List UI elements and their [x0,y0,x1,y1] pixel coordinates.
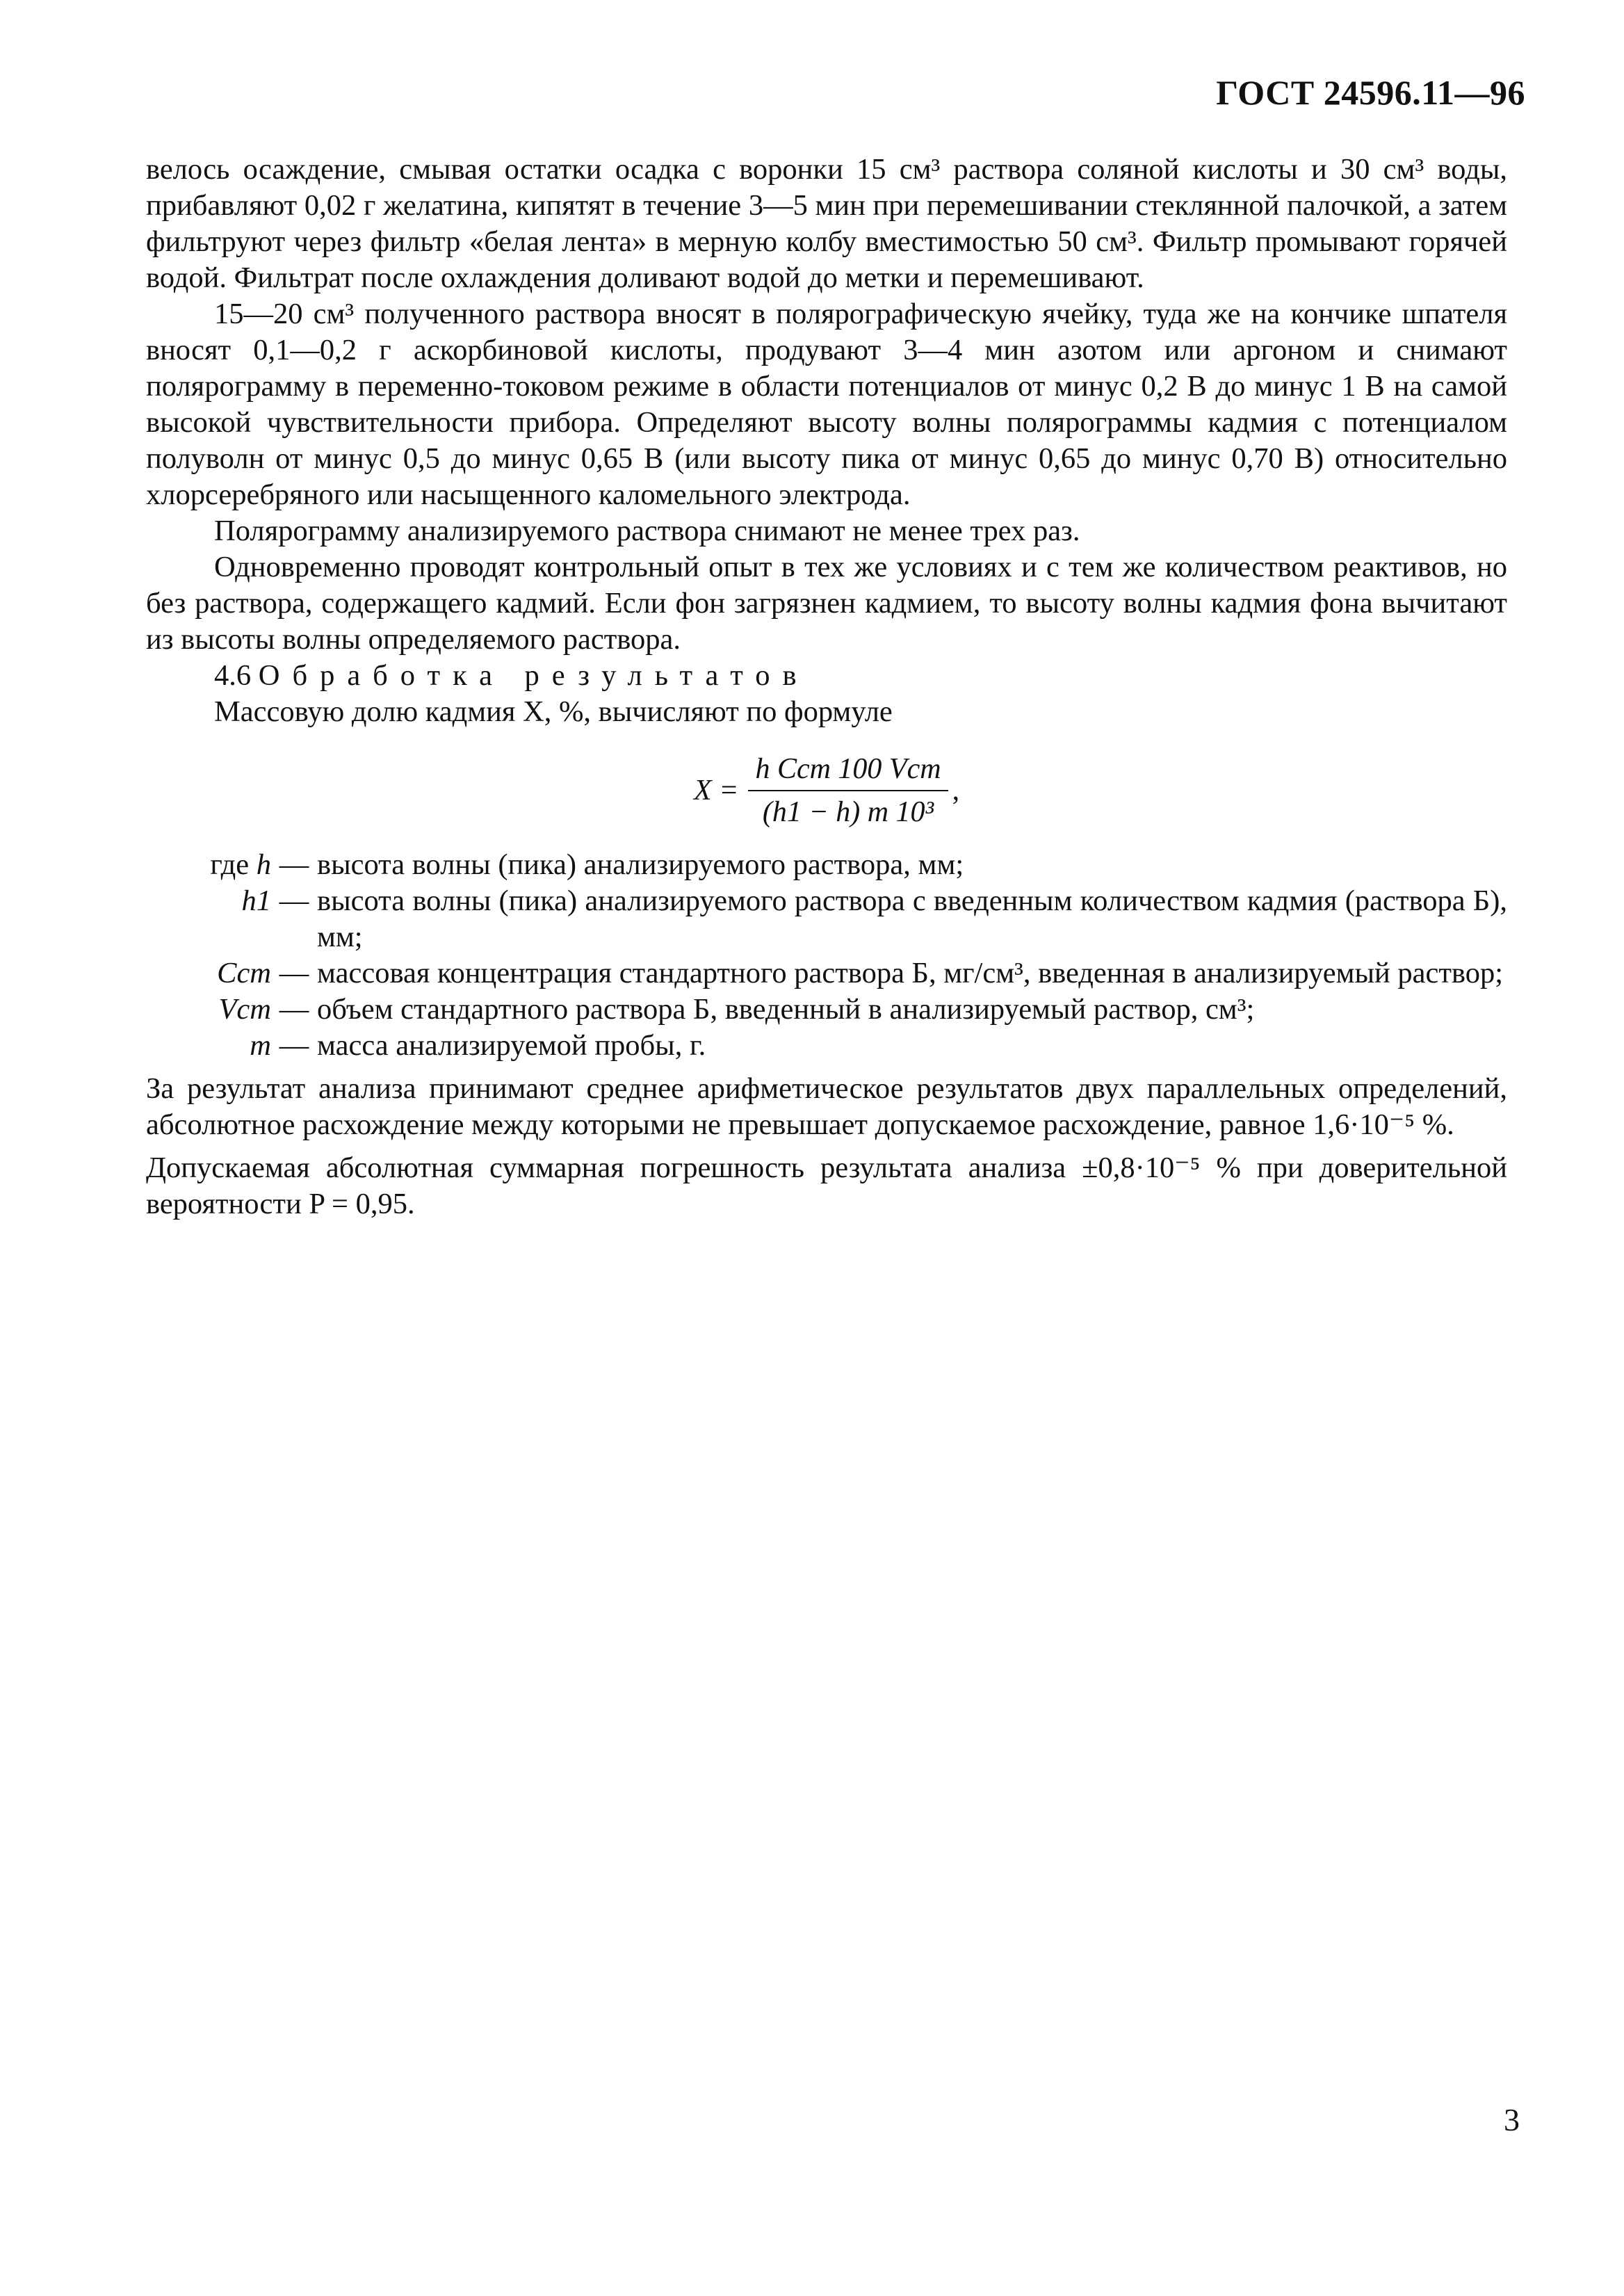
definition-symbol: m [250,1029,271,1062]
formula-trailing: , [952,775,960,807]
definition-symbol: где h [210,848,271,881]
definition-row [146,847,1507,883]
paragraph-continued: велось осаждение, смывая остатки осадка с воронки 15 см³ раствора соляной кислоты и 30 см³ воды, прибавляют 0,02 г желатина, кипятят в течение 3—5 мин при перемешивании стеклянной палочкой, а затем фильтруют через фильтр «белая лента» в мерную колбу вместимостью 50 см³. Фильтр промывают горячей водой. Фильтрат после охлаждения доливают водой до метки и перемешивают. [146,153,1507,294]
formula-denominator: (h1 − h) m 10³ [762,796,934,828]
variable-definitions [146,847,1507,1064]
definition-dash: — [279,1029,309,1062]
formula-fraction [748,752,948,829]
standard-code: ГОСТ 24596.11—96 [1216,73,1525,112]
paragraph-error: Допускаемая абсолютная суммарная погрешность результата анализа ±0,8·10⁻⁵ % при доверительной вероятности P = 0,95. [146,1151,1507,1220]
definition-symbol: Cст [217,957,271,989]
definition-row [146,992,1507,1028]
definition-symbol: h1 [241,884,271,917]
definition-text: высота волны (пика) анализируемого раствора, мм; [317,848,964,881]
paragraph-result: За результат анализа принимают среднее арифметическое результатов двух параллельных определений, абсолютное расхождение между которыми не превышает допускаемое расхождение, равное 1,6·10⁻⁵ %. [146,1072,1507,1141]
formula-intro: Массовую долю кадмия X, %, вычисляют по формуле [214,695,893,728]
definition-dash: — [279,993,309,1026]
definition-dash: — [279,957,309,989]
paragraph-control-test: Одновременно проводят контрольный опыт в тех же условиях и с тем же количеством реактивов, но без раствора, содержащего кадмий. Если фон загрязнен кадмием, то высоту волны кадмия фона вычитают из высоты волны определяемого раствора. [146,551,1507,656]
definition-row [146,955,1507,992]
section-heading [146,658,1507,694]
page-number: 3 [1504,2102,1520,2137]
definition-symbol: Vст [218,993,271,1026]
definition-dash: — [279,884,309,917]
definition-text: высота волны (пика) анализируемого раствора с введенным количеством кадмия (раствора Б), мм; [317,884,1507,953]
definition-row [146,883,1507,955]
definition-dash: — [279,848,309,881]
paragraph-repeat: Полярограмму анализируемого раствора снимают не менее трех раз. [214,515,1080,547]
formula [146,752,1507,829]
paragraph-polarography: 15—20 см³ полученного раствора вносят в полярографическую ячейку, туда же на кончике шпателя вносят 0,1—0,2 г аскорбиновой кислоты, продувают 3—4 мин азотом или аргоном и снимают полярограмму в переменно-токовом режиме в области потенциалов от минус 0,2 В до минус 1 В на самой высокой чувствительности прибора. Определяют высоту волны полярограммы кадмия с потенциалом полуволн от минус 0,5 до минус 0,65 В (или высоту пика от минус 0,65 до минус 0,70 В) относительно хлорсеребряного или насыщенного каломельного электрода. [146,298,1507,511]
definition-text: массовая концентрация стандартного раствора Б, мг/см³, введенная в анализируемый раствор; [317,957,1504,989]
formula-numerator: h Cст 100 Vст [748,752,948,791]
definition-text: объем стандартного раствора Б, введенный в анализируемый раствор, см³; [317,993,1255,1026]
document-body [146,152,1507,1222]
section-number: 4.6 [214,659,252,692]
section-title: Обработка результатов [258,659,809,692]
formula-lhs: X = [693,775,739,807]
definition-row [146,1028,1507,1064]
definition-text: масса анализируемой пробы, г. [317,1029,706,1062]
